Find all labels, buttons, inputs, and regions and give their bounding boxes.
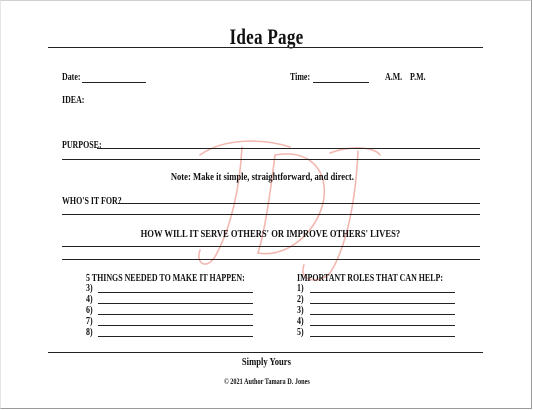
title-divider — [48, 47, 483, 48]
list-item-number: 5) — [297, 326, 304, 338]
purpose-line-1[interactable] — [97, 148, 480, 149]
whos-it-for-label: WHO'S IT FOR? — [62, 195, 122, 207]
list-item-number: 8) — [86, 326, 93, 338]
idea-label: IDEA: — [62, 94, 85, 106]
serve-line-1[interactable] — [62, 246, 480, 247]
list-item-line[interactable] — [98, 292, 253, 293]
serve-line-2[interactable] — [62, 259, 480, 260]
list-item-number: 7) — [86, 315, 93, 327]
closing-text: Simply Yours — [241, 356, 292, 368]
serve-question: HOW WILL IT SERVE OTHERS' OR IMPROVE OTHERS' LIVES? — [140, 228, 401, 240]
list-item-line[interactable] — [310, 325, 455, 326]
am-label: A.M. — [385, 71, 403, 83]
purpose-label: PURPOSE: — [62, 139, 102, 151]
list-item-line[interactable] — [310, 303, 455, 304]
list-item-number: 4) — [86, 293, 93, 305]
date-label: Date: — [62, 71, 81, 83]
watermark-monogram — [180, 125, 390, 285]
copyright-text: © 2021 Author Tamara D. Jones — [223, 377, 310, 386]
list-item-number: 4) — [297, 315, 304, 327]
whos-it-for-line-2[interactable] — [62, 214, 480, 215]
list-item-line[interactable] — [98, 303, 253, 304]
list-item-line[interactable] — [98, 314, 253, 315]
things-needed-heading: 5 THINGS NEEDED TO MAKE IT HAPPEN: — [86, 272, 245, 284]
footer-divider — [48, 352, 483, 353]
whos-it-for-line-1[interactable] — [118, 203, 480, 204]
roles-heading: IMPORTANT ROLES THAT CAN HELP: — [297, 272, 443, 284]
list-item-line[interactable] — [310, 314, 455, 315]
list-item-number: 1) — [297, 282, 304, 294]
page-title: Idea Page — [229, 24, 304, 49]
list-item-line[interactable] — [310, 336, 455, 337]
list-item-line[interactable] — [98, 325, 253, 326]
note-text: Note: Make it simple, straightforward, and direct. — [170, 171, 355, 183]
purpose-line-2[interactable] — [62, 159, 480, 160]
list-item-number: 3) — [86, 282, 93, 294]
list-item-line[interactable] — [310, 292, 455, 293]
list-item-number: 3) — [297, 304, 304, 316]
time-line[interactable] — [313, 82, 369, 83]
list-item-number: 2) — [297, 293, 304, 305]
list-item-line[interactable] — [98, 336, 253, 337]
pm-label: P.M. — [410, 71, 426, 83]
time-label: Time: — [290, 71, 311, 83]
list-item-number: 6) — [86, 304, 93, 316]
date-line[interactable] — [82, 82, 146, 83]
